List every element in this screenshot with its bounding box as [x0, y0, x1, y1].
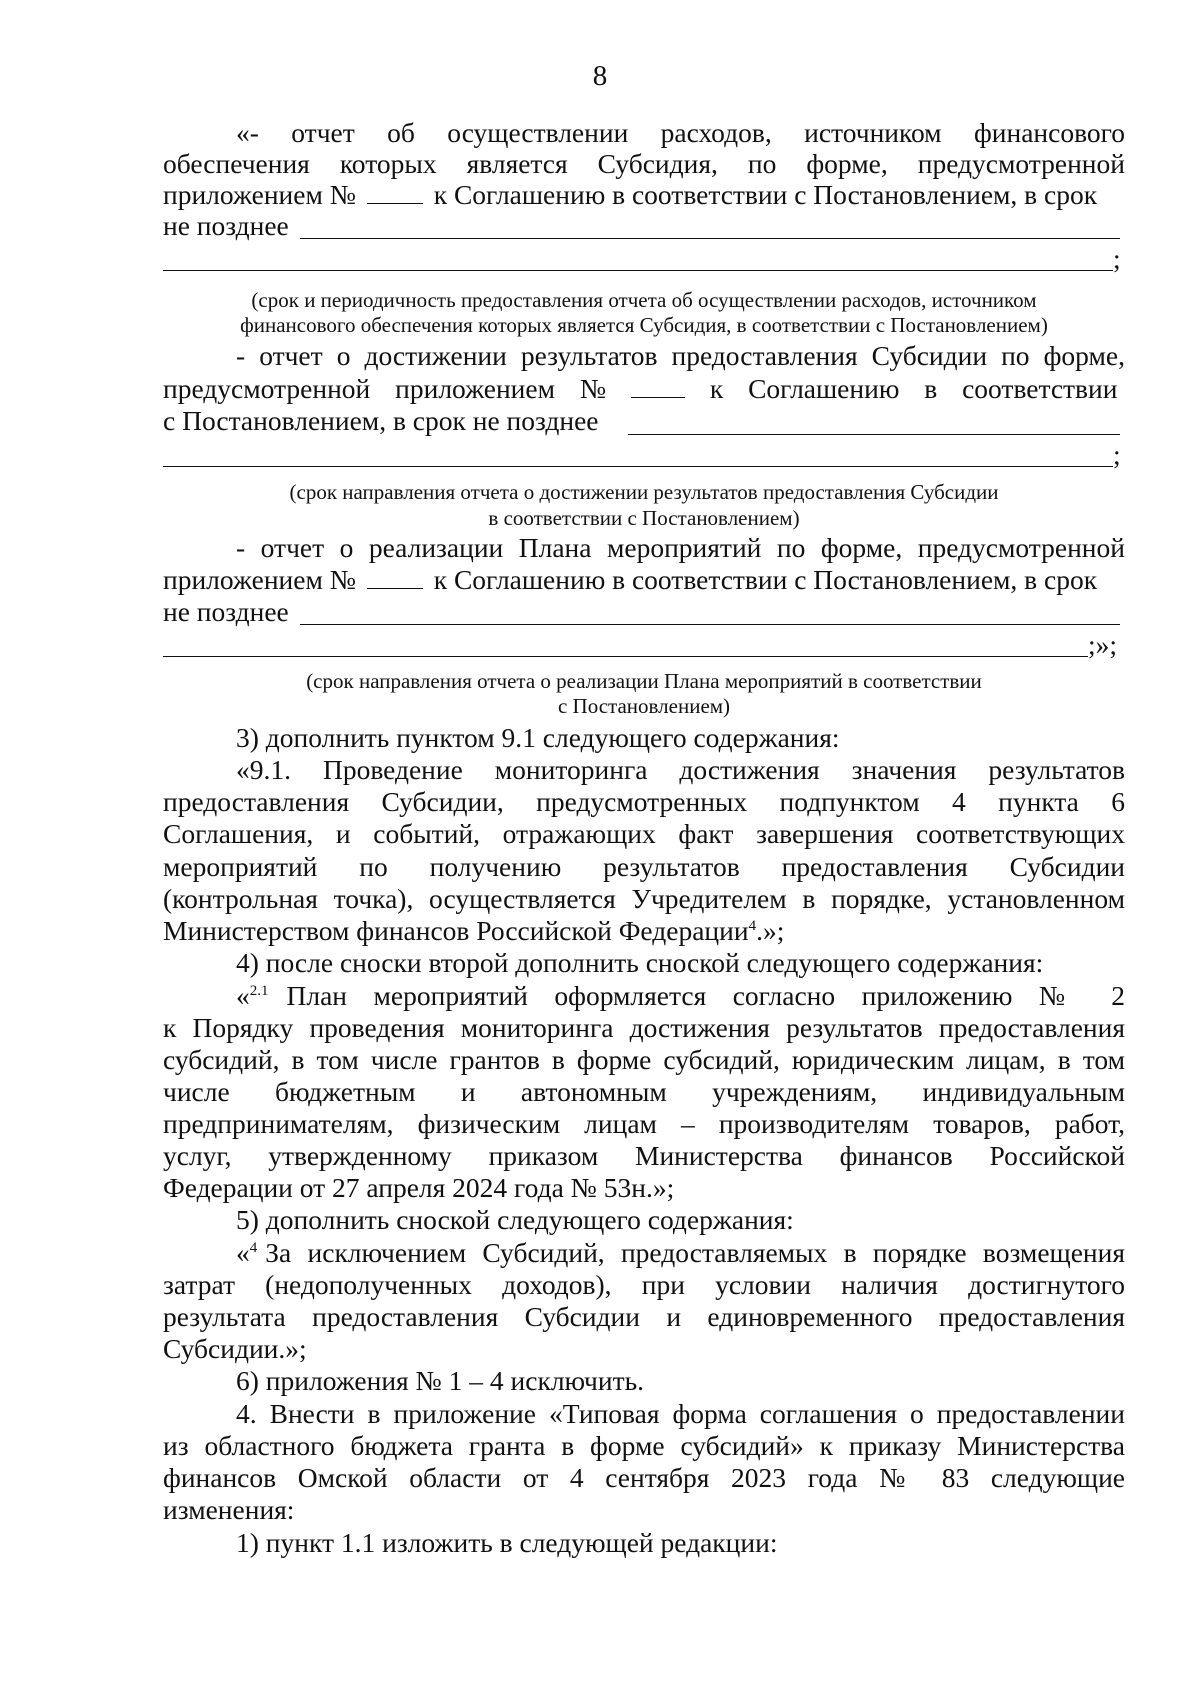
item4-line1-open: [236, 980, 269, 1012]
item4-line2: к Порядку проведения мониторинга достижения результатов предоставления: [163, 1012, 1125, 1043]
line-end-mark: ;: [1113, 439, 1121, 470]
deadline-blank-line: [628, 434, 1120, 435]
section3-line1: - отчет о реализации Плана мероприятий по форме, предусмотренной: [236, 532, 1125, 563]
point4-line1: 4. Внести в приложение «Типовая форма соглашения о предоставлении: [236, 1398, 1125, 1429]
item6-text: 6) приложения № 1 – 4 исключить.: [236, 1365, 645, 1396]
form-number-blank: [367, 183, 423, 204]
section2-line2-start: предусмотренной приложением №: [163, 373, 607, 404]
caption-line: финансового обеспечения которых является Субсидия, в соответствии с Постановлением): [240, 313, 1048, 337]
caption-line: с Постановлением): [557, 694, 731, 718]
open-quote: «: [236, 980, 250, 1011]
caption-line: (срок и периодичность предоставления отчета об осуществлении расходов, источником: [251, 288, 1037, 312]
point4-line4: изменения:: [163, 1494, 295, 1525]
item5-line3: результата предоставления Субсидии и единовременного предоставления: [163, 1301, 1125, 1332]
section2-line2-end: к Соглашению в соответствии: [709, 373, 1118, 404]
section2-line1: - отчет о достижении результатов предоставления Субсидии по форме,: [236, 340, 1125, 371]
item5-line1-text: За исключением Субсидий, предоставляемых в порядке возмещения: [265, 1237, 1125, 1268]
item3-line6-text: Министерством финансов Российской Федерации: [163, 915, 749, 946]
section1-line1: «- отчет об осуществлении расходов, источником финансового: [236, 117, 1125, 148]
form-number-blank: [631, 377, 685, 398]
section3-line2: [163, 564, 1125, 596]
item3-line1: «9.1. Проведение мониторинга достижения значения результатов: [236, 754, 1125, 785]
deadline-blank-line: [300, 238, 1120, 239]
footnote-ref: 4: [748, 918, 757, 934]
item4-line3: субсидий, в том числе грантов в форме субсидий, юридическим лицам, в том: [163, 1044, 1125, 1075]
item5-intro: 5) дополнить сноской следующего содержания:: [236, 1204, 794, 1235]
footnote-ref: 2.1: [249, 983, 269, 999]
item3-line6-end: .»;: [756, 915, 785, 946]
item5-line4: Субсидии.»;: [163, 1333, 307, 1364]
line-end-mark: ;»;: [1088, 629, 1118, 660]
item5-line2: затрат (недополученных доходов), при условии наличия достигнутого: [163, 1269, 1125, 1300]
deadline-blank-line: [300, 624, 1120, 625]
section3-line2-end: к Соглашению в соответствии с Постановлением, в срок: [433, 564, 1098, 595]
item5-line1: [236, 1237, 1125, 1269]
point4-sub1: 1) пункт 1.1 изложить в следующей редакции:: [236, 1527, 778, 1558]
item4-line6: услуг, утвержденному приказом Министерства финансов Российской: [163, 1140, 1125, 1171]
page-number: 8: [592, 60, 608, 92]
item4-line1-text: План мероприятий оформляется согласно приложению № 2: [286, 980, 1125, 1011]
section1-line3: [163, 179, 1125, 211]
item3-line4: мероприятий по получению результатов предоставления Субсидии: [163, 851, 1125, 882]
form-number-blank: [367, 568, 423, 589]
section1-line3-end: к Соглашению в соответствии с Постановлением, в срок: [433, 179, 1098, 210]
section1-line3-start: приложением №: [163, 179, 356, 210]
section1-line4: не позднее: [163, 210, 289, 241]
section2-line2: [163, 373, 1125, 405]
section3-line3: не позднее: [163, 596, 289, 627]
caption-line: (срок направления отчета о достижении результатов предоставления Субсидии: [289, 480, 999, 504]
point4-line3: финансов Омской области от 4 сентября 2023 года № 83 следующие: [163, 1462, 1125, 1493]
footnote-ref: 4: [249, 1240, 258, 1256]
item3-line2: предоставления Субсидии, предусмотренных подпунктом 4 пункта 6: [163, 786, 1125, 817]
open-quote: «: [236, 1237, 250, 1268]
caption-line: (срок направления отчета о реализации Плана мероприятий в соответствии: [306, 669, 982, 693]
item4-line4: числе бюджетным и автономным учреждениям, индивидуальным: [163, 1076, 1125, 1107]
item3-line6: [163, 915, 1125, 947]
item4-intro: 4) после сноски второй дополнить сноской следующего содержания:: [236, 947, 1044, 978]
caption-line: в соответствии с Постановлением): [488, 506, 800, 530]
section3-line2-start: приложением №: [163, 564, 356, 595]
item4-line5: предпринимателям, физическим лицам – производителям товаров, работ,: [163, 1108, 1125, 1139]
item5-line1-open: [236, 1237, 257, 1269]
item3-line5: (контрольная точка), осуществляется Учредителем в порядке, установленном: [163, 883, 1125, 914]
deadline-blank-line: [163, 466, 1113, 467]
item4-line7: Федерации от 27 апреля 2024 года № 53н.»;: [163, 1172, 675, 1203]
line-end-mark: ;: [1113, 243, 1121, 274]
point4-line2: из областного бюджета гранта в форме субсидий» к приказу Министерства: [163, 1430, 1125, 1461]
section2-line3: с Постановлением, в срок не позднее: [163, 405, 599, 436]
deadline-blank-line: [163, 270, 1113, 271]
item4-line1: [236, 980, 1125, 1012]
item3-line3: Соглашения, и событий, отражающих факт завершения соответствующих: [163, 818, 1125, 849]
deadline-blank-line: [163, 656, 1088, 657]
item3-intro: 3) дополнить пунктом 9.1 следующего содержания:: [236, 722, 840, 753]
section1-line2: обеспечения которых является Субсидия, по форме, предусмотренной: [163, 148, 1125, 179]
